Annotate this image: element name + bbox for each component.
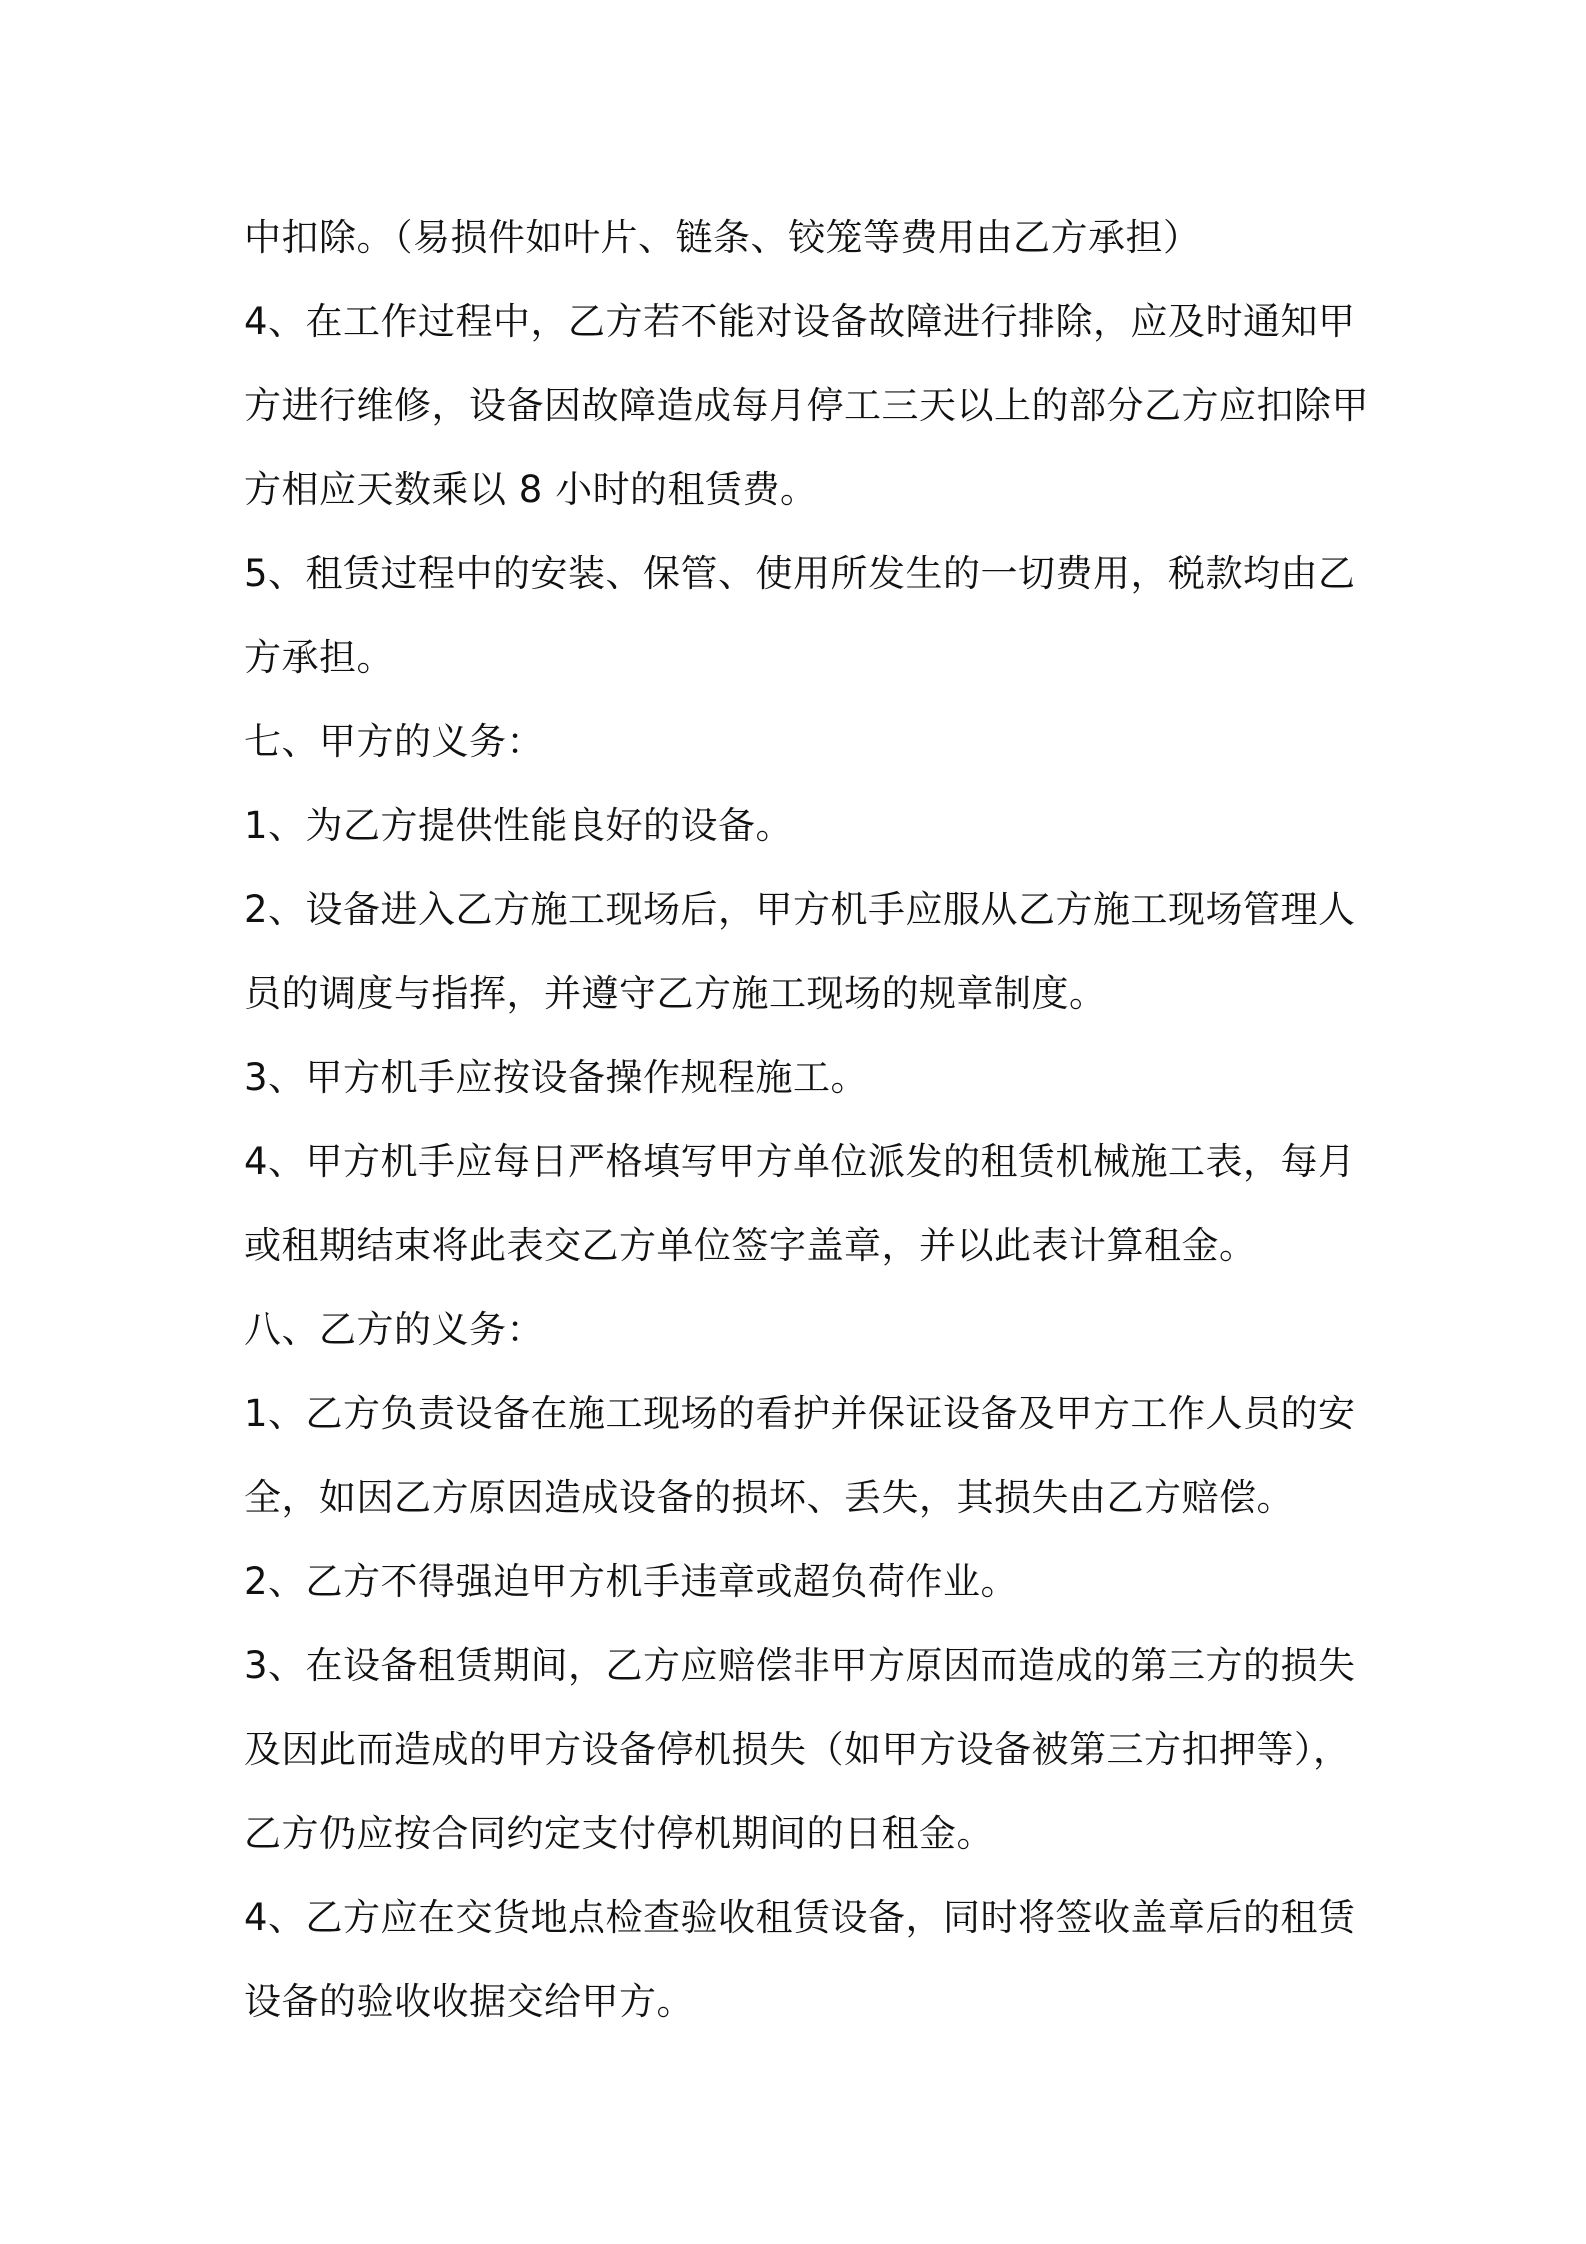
text-line: 4、甲方机手应每日严格填写甲方单位派发的租赁机械施工表，每月 bbox=[244, 1140, 1356, 1183]
text-line: 3、在设备租赁期间，乙方应赔偿非甲方原因而造成的第三方的损失 bbox=[244, 1644, 1356, 1687]
text-line: 方承担。 bbox=[244, 636, 394, 679]
text-line: 方进行维修，设备因故障造成每月停工三天以上的部分乙方应扣除甲 bbox=[244, 384, 1369, 427]
text-line: 中扣除。（易损件如叶片、链条、铰笼等费用由乙方承担） bbox=[244, 216, 1201, 259]
text-line: 2、设备进入乙方施工现场后，甲方机手应服从乙方施工现场管理人 bbox=[244, 888, 1356, 931]
text-line: 及因此而造成的甲方设备停机损失（如甲方设备被第三方扣押等）， bbox=[244, 1728, 1351, 1771]
section-heading: 七、甲方的义务： bbox=[244, 720, 544, 763]
text-line: 4、在工作过程中，乙方若不能对设备故障进行排除，应及时通知甲 bbox=[244, 300, 1356, 343]
text-line: 全，如因乙方原因造成设备的损坏、丢失，其损失由乙方赔偿。 bbox=[244, 1476, 1294, 1519]
text-line: 员的调度与指挥，并遵守乙方施工现场的规章制度。 bbox=[244, 972, 1107, 1015]
text-line: 5、租赁过程中的安装、保管、使用所发生的一切费用，税款均由乙 bbox=[244, 552, 1356, 595]
text-line: 乙方仍应按合同约定支付停机期间的日租金。 bbox=[244, 1812, 994, 1855]
text-line: 方相应天数乘以 8 小时的租赁费。 bbox=[244, 468, 818, 511]
text-line: 1、乙方负责设备在施工现场的看护并保证设备及甲方工作人员的安 bbox=[244, 1392, 1356, 1435]
text-line: 1、为乙方提供性能良好的设备。 bbox=[244, 804, 794, 847]
text-line: 2、乙方不得强迫甲方机手违章或超负荷作业。 bbox=[244, 1560, 1019, 1603]
text-line: 或租期结束将此表交乙方单位签字盖章，并以此表计算租金。 bbox=[244, 1224, 1257, 1267]
text-line: 设备的验收收据交给甲方。 bbox=[244, 1980, 694, 2023]
document-body bbox=[244, 196, 1369, 2044]
text-line: 3、甲方机手应按设备操作规程施工。 bbox=[244, 1056, 869, 1099]
section-heading: 八、乙方的义务： bbox=[244, 1308, 544, 1351]
text-line: 4、乙方应在交货地点检查验收租赁设备，同时将签收盖章后的租赁 bbox=[244, 1896, 1356, 1939]
